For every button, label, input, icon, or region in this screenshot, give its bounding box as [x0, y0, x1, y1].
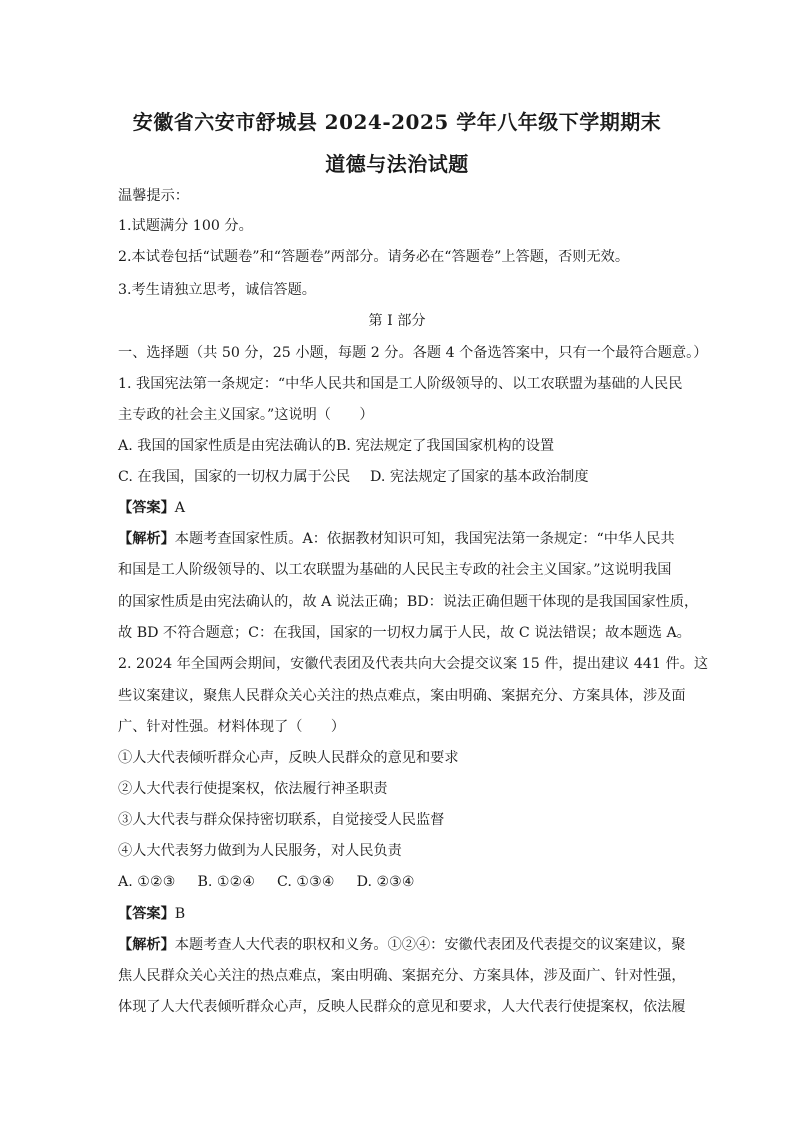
- q2-statement: ②人大代表行使提案权，依法履行神圣职责: [118, 781, 388, 797]
- q1-option-c: C. 在我国，国家的一切权力属于公民: [118, 469, 351, 485]
- document-subtitle: 道德与法治试题: [325, 152, 469, 176]
- q2-stem-line: 2. 2024 年全国两会期间，安徽代表团及代表共向大会提交议案 15 件，提出建议 441 件。这: [118, 656, 709, 672]
- q2-option-d: D. ②③④: [356, 874, 415, 890]
- notice-item: 2.本试卷包括“试题卷”和“答题卷”两部分。请务必在“答题卷”上答题，否则无效。: [118, 249, 630, 265]
- q1-analysis-line: 的国家性质是由宪法确认的，故 A 说法正确；BD：说法正确但题干体现的是我国国家性质，: [118, 594, 699, 610]
- q2-analysis-line: 体现了人大代表倾听群众心声，反映人民群众的意见和要求，人大代表行使提案权，依法履: [118, 999, 686, 1015]
- document-title: 安徽省六安市舒城县 2024-2025 学年八年级下学期期末: [132, 110, 662, 134]
- notice-heading: 温馨提示：: [118, 188, 189, 204]
- q1-analysis-line: 故 BD 不符合题意；C：在我国，国家的一切权力属于人民，故 C 说法错误；故本题选 A。: [118, 625, 691, 641]
- q2-answer: [118, 904, 185, 924]
- q1-stem-line: 主专政的社会主义国家。”这说明（ ）: [118, 407, 374, 423]
- notice-item: 1.试题满分 100 分。: [118, 218, 253, 234]
- q2-analysis-line: 焦人民群众关心关注的热点难点，案由明确、案据充分、方案具体，涉及面广、针对性强，: [118, 968, 686, 984]
- q2-option-c: C. ①③④: [277, 874, 335, 890]
- part-title: 第 I 部分: [368, 313, 426, 329]
- q1-options-row: [118, 436, 678, 456]
- analysis-text: 本题考查人大代表的职权和义务。①②④：安徽代表团及代表提交的议案建议，聚: [174, 937, 686, 953]
- q2-statement: ①人大代表倾听群众心声，反映人民群众的意见和要求: [118, 750, 459, 766]
- analysis-label: 【解析】: [118, 531, 175, 547]
- q1-options-row: [118, 467, 678, 487]
- analysis-text: 本题考查国家性质。A：依据教材知识可知，我国宪法第一条规定：“中华人民共: [174, 531, 675, 547]
- q2-options-row: [118, 872, 415, 892]
- q2-statement: ③人大代表与群众保持密切联系，自觉接受人民监督: [118, 812, 445, 828]
- answer-value: B: [174, 906, 186, 922]
- q1-option-d: D. 宪法规定了国家的基本政治制度: [370, 469, 589, 485]
- q2-stem-line: 广、针对性强。材料体现了（ ）: [118, 719, 346, 735]
- answer-value: A: [174, 500, 186, 516]
- answer-label: 【答案】: [118, 500, 175, 516]
- answer-label: 【答案】: [118, 906, 175, 922]
- q1-analysis-line: 和国是工人阶级领导的、以工农联盟为基础的人民民主专政的社会主义国家。”这说明我国: [118, 562, 672, 578]
- section-heading: 一、选择题（共 50 分，25 小题，每题 2 分。各题 4 个备选答案中，只有一个最符合题意。）: [118, 345, 708, 361]
- q2-stem-line: 些议案建议，聚焦人民群众关心关注的热点难点，案由明确、案据充分、方案具体，涉及面: [118, 688, 686, 704]
- q2-statement: ④人大代表努力做到为人民服务，对人民负责: [118, 843, 402, 859]
- q1-answer: [118, 498, 185, 518]
- q1-option-b: B. 宪法规定了我国国家机构的设置: [336, 438, 555, 454]
- analysis-label: 【解析】: [118, 937, 175, 953]
- q1-analysis-line: [118, 529, 675, 549]
- q2-option-a: A. ①②③: [118, 874, 176, 890]
- notice-item: 3.考生请独立思考，诚信答题。: [118, 282, 316, 298]
- q2-option-b: B. ①②④: [197, 874, 256, 890]
- q1-stem-line: 1. 我国宪法第一条规定：“中华人民共和国是工人阶级领导的、以工农联盟为基础的人民民: [118, 376, 683, 392]
- q1-option-a: A. 我国的国家性质是由宪法确认的: [118, 438, 336, 454]
- q2-analysis-line: [118, 935, 686, 955]
